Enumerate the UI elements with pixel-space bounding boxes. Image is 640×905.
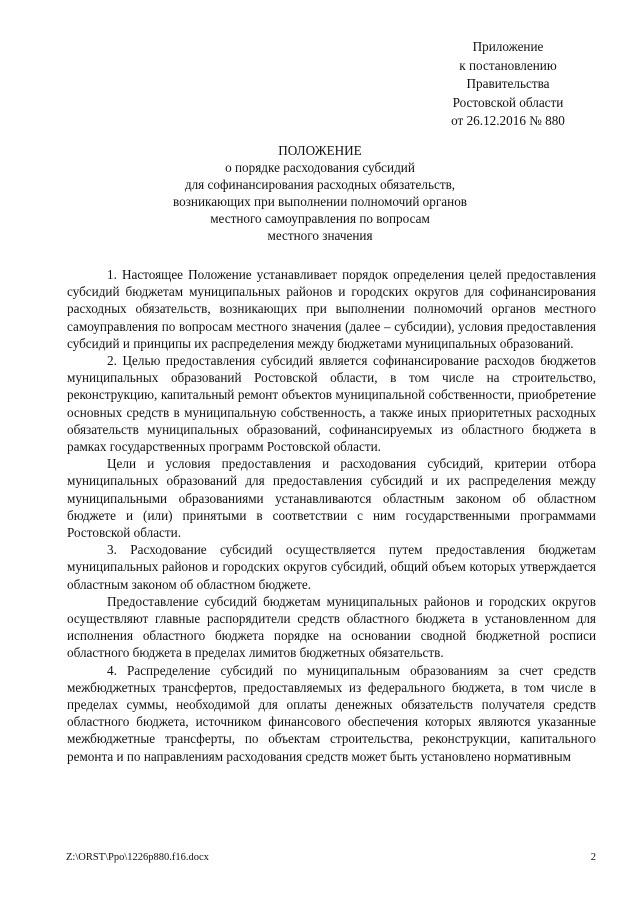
title-line: местного значения: [267, 228, 373, 243]
appendix-line: Ростовской области: [452, 94, 564, 110]
paragraph: 1. Настоящее Положение устанавливает порядок определения целей предоставления субсидий бюджетам муниципальных районов и городских округов для софинансирования расходных обязательств, возникающих при выполнении полномочий органов местного самоуправления по вопросам местного значения (далее – субсидии), условия предоставления субсидий и принципы их распределения между бюджетами муниципальных образований.: [67, 267, 596, 351]
title-line: местного самоуправления по вопросам: [210, 211, 430, 226]
paragraph: 2. Целью предоставления субсидий является софинансирование расходов бюджетов муниципальных образований Ростовской области, в том числе на строительство, реконструкцию, капитальный ремонт объектов муниципальной собственности, приобретение основных средств в муниципальную собственность, а также иных приоритетных расходных обязательств муниципальных образований, софинансируемых из областного бюджета в рамках государственных программ Ростовской области.: [67, 353, 596, 455]
appendix-line: от 26.12.2016 № 880: [451, 113, 565, 128]
appendix-line: Правительства: [466, 76, 550, 91]
page-number: 2: [590, 852, 596, 863]
appendix-line: Приложение: [472, 39, 544, 54]
paragraph: 3. Расходование субсидий осуществляется путем предоставления бюджетам муниципальных районов и городских округов субсидий, общий объем которых утверждается областным законом об областном бюджете.: [67, 542, 596, 592]
document-body: [67, 266, 596, 765]
file-path: Z:\ORST\Ppo\1226p880.f16.docx: [66, 852, 209, 863]
appendix-line: к постановлению: [459, 57, 557, 73]
title-line: для софинансирования расходных обязательств,: [184, 177, 456, 192]
title-main: ПОЛОЖЕНИЕ: [278, 143, 362, 158]
title-line: возникающих при выполнении полномочий органов: [172, 194, 468, 209]
appendix-header: [378, 38, 578, 131]
title-line: о порядке расходования субсидий: [225, 160, 415, 175]
paragraph: 4. Распределение субсидий по муниципальным образованиям за счет средств межбюджетных трансфертов, предоставляемых из федерального бюджета, в том числе в пределах суммы, необходимой для оплаты денежных обязательств получателя средств областного бюджета, источником финансового обеспечения которых являются указанные межбюджетные трансферты, по объектам строительства, реконструкции, капитального ремонта и по направлениям расходования средств может быть установлено нормативным: [67, 662, 596, 764]
document-title: [60, 142, 580, 244]
paragraph: Цели и условия предоставления и расходования субсидий, критерии отбора муниципальных образований для предоставления субсидий и их распределения между муниципальными образованиями устанавливаются областным законом об областном бюджете и (или) принятыми в соответствии с ним государственными программами Ростовской области.: [67, 456, 596, 541]
paragraph: Предоставление субсидий бюджетам муниципальных районов и городских округов осуществляют главные распорядители средств областного бюджета в установленном для исполнения областного бюджета порядке на основании сводной бюджетной росписи областного бюджета в пределах лимитов бюджетных обязательств.: [67, 593, 596, 661]
